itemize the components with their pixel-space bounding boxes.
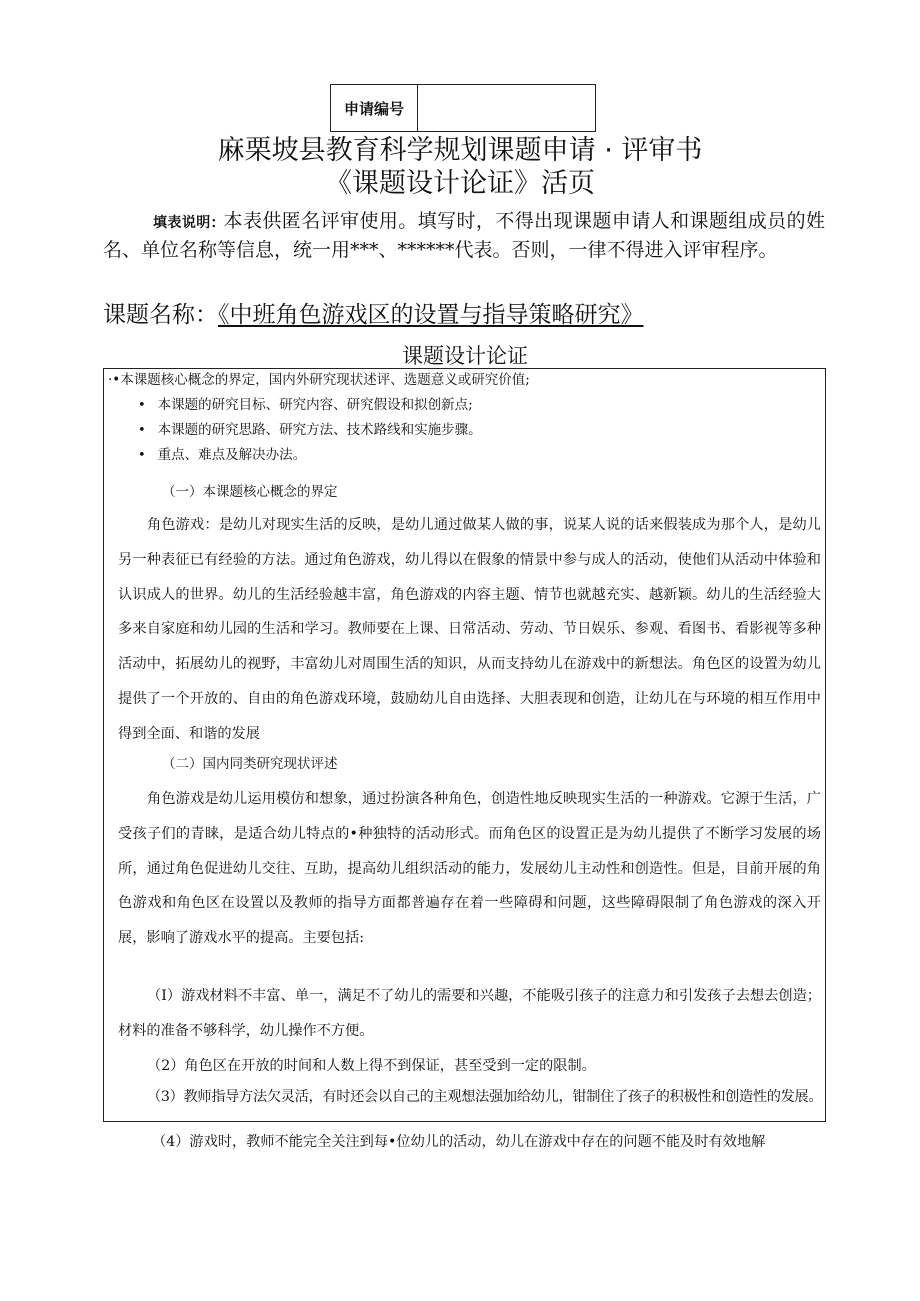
requirement-text: 本课题的研究目标、研究内容、研究假设和拟创新点; (157, 397, 473, 413)
filling-instructions (103, 208, 825, 264)
bullet-icon: • (138, 448, 146, 463)
concept-paragraph: 角色游戏：是幼儿对现实生活的反映，是幼儿通过做某人做的事，说某人说的话来假装成为那个人，是幼儿另一种表征已有经验的方法。通过角色游戏，幼儿得以在假象的情景中参与成人的活动，使他们从活动中体验和认识成人的世界。幼儿的生活经验越丰富，角色游戏的内容主题、情节也就越充实、越新颖。幼儿的生活经验大多来自家庭和幼儿园的生活和学习。教师要在上课、日常活动、劳动、节日娱乐、参观、看图书、看影视等多种活动中，拓展幼儿的视野，丰富幼儿对周围生活的知识，从而支持幼儿在游戏中的新想法。角色区的设置为幼儿提供了一个开放的、自由的角色游戏环境，鼓励幼儿自由选择、大胆表现和创造，让幼儿在与环境的相互作用中得到全面、和谐的发展 (118, 517, 821, 742)
bullet-icon: • (138, 398, 146, 413)
requirement-line (138, 395, 473, 416)
topic-line (103, 300, 825, 330)
review-paragraph: 角色游戏是幼儿运用模仿和想象，通过扮演各种角色，创造性地反映现实生活的一种游戏。它源于生活，广受孩子们的青睐，是适合幼儿特点的•种独特的活动形式。而角色区的设置正是为幼儿提供了不断学习发展的场所，通过角色促进幼儿交往、互助，提高幼儿组织活动的能力，发展幼儿主动性和创造性。但是，目前开展的角色游戏和角色区在设置以及教师的指导方面都普遍存在着一些障碍和问题，这些障碍限制了角色游戏的深入开展，影响了游戏水平的提高。主要包括: (118, 791, 821, 947)
bullet-icon: • (138, 423, 146, 438)
application-number-label: 申请编号 (331, 85, 418, 131)
topic-label: 课题名称： (103, 302, 218, 328)
instructions-label: 填表说明 (153, 215, 211, 231)
document-title: 麻栗坡县教育科学规划课题申请 · 评审书 (217, 135, 703, 166)
requirement-marker: · (108, 372, 113, 388)
problem-item: （3）教师指导方法欠灵活，有时还会以自己的主观想法强加给幼儿，钳制住了孩子的积极性和创造性的发展。 (147, 1089, 823, 1105)
requirement-line (108, 370, 530, 390)
argument-content-box (103, 368, 826, 1122)
topic-value: 《中班角色游戏区的设置与指导策略研究》 (218, 302, 644, 328)
instructions-text: : 本表供匿名评审使用。填写时，不得出现课题申请人和课题组成员的姓名、单位名称等信息，统一用***、******代表。否则，一律不得进入评审程序。 (103, 210, 825, 261)
document-subtitle: 《课题设计论证》活页 (325, 168, 595, 199)
continued-text: （4）游戏时，教师不能完全关注到每•位幼儿的活动，幼儿在游戏中存在的问题不能及时有效地解 (152, 1134, 766, 1150)
application-number-field[interactable] (418, 85, 595, 131)
requirement-text: •本课题核心概念的界定，国内外研究现状述评、选题意义或研究价值; (112, 372, 530, 388)
requirement-line (138, 420, 482, 441)
application-number-table (330, 84, 596, 132)
section-heading-1: （一）本课题核心概念的界定 (162, 484, 338, 500)
requirement-line (138, 445, 306, 466)
section-title: 课题设计论证 (402, 344, 528, 368)
requirement-text: 重点、难点及解决办法。 (157, 447, 307, 463)
problem-item: （I）游戏材料不丰富、单一，满足不了幼儿的需要和兴趣，不能吸引孩子的注意力和引发孩子去想去创造；材料的准备不够科学，幼儿操作不方便。 (118, 988, 821, 1039)
problem-item: （2）角色区在开放的时间和人数上得不到保证，甚至受到一定的限制。 (147, 1058, 596, 1074)
section-heading-2: （二）国内同类研究现状评述 (162, 756, 338, 772)
requirement-text: 本课题的研究思路、研究方法、技术路线和实施步骤。 (157, 422, 482, 438)
